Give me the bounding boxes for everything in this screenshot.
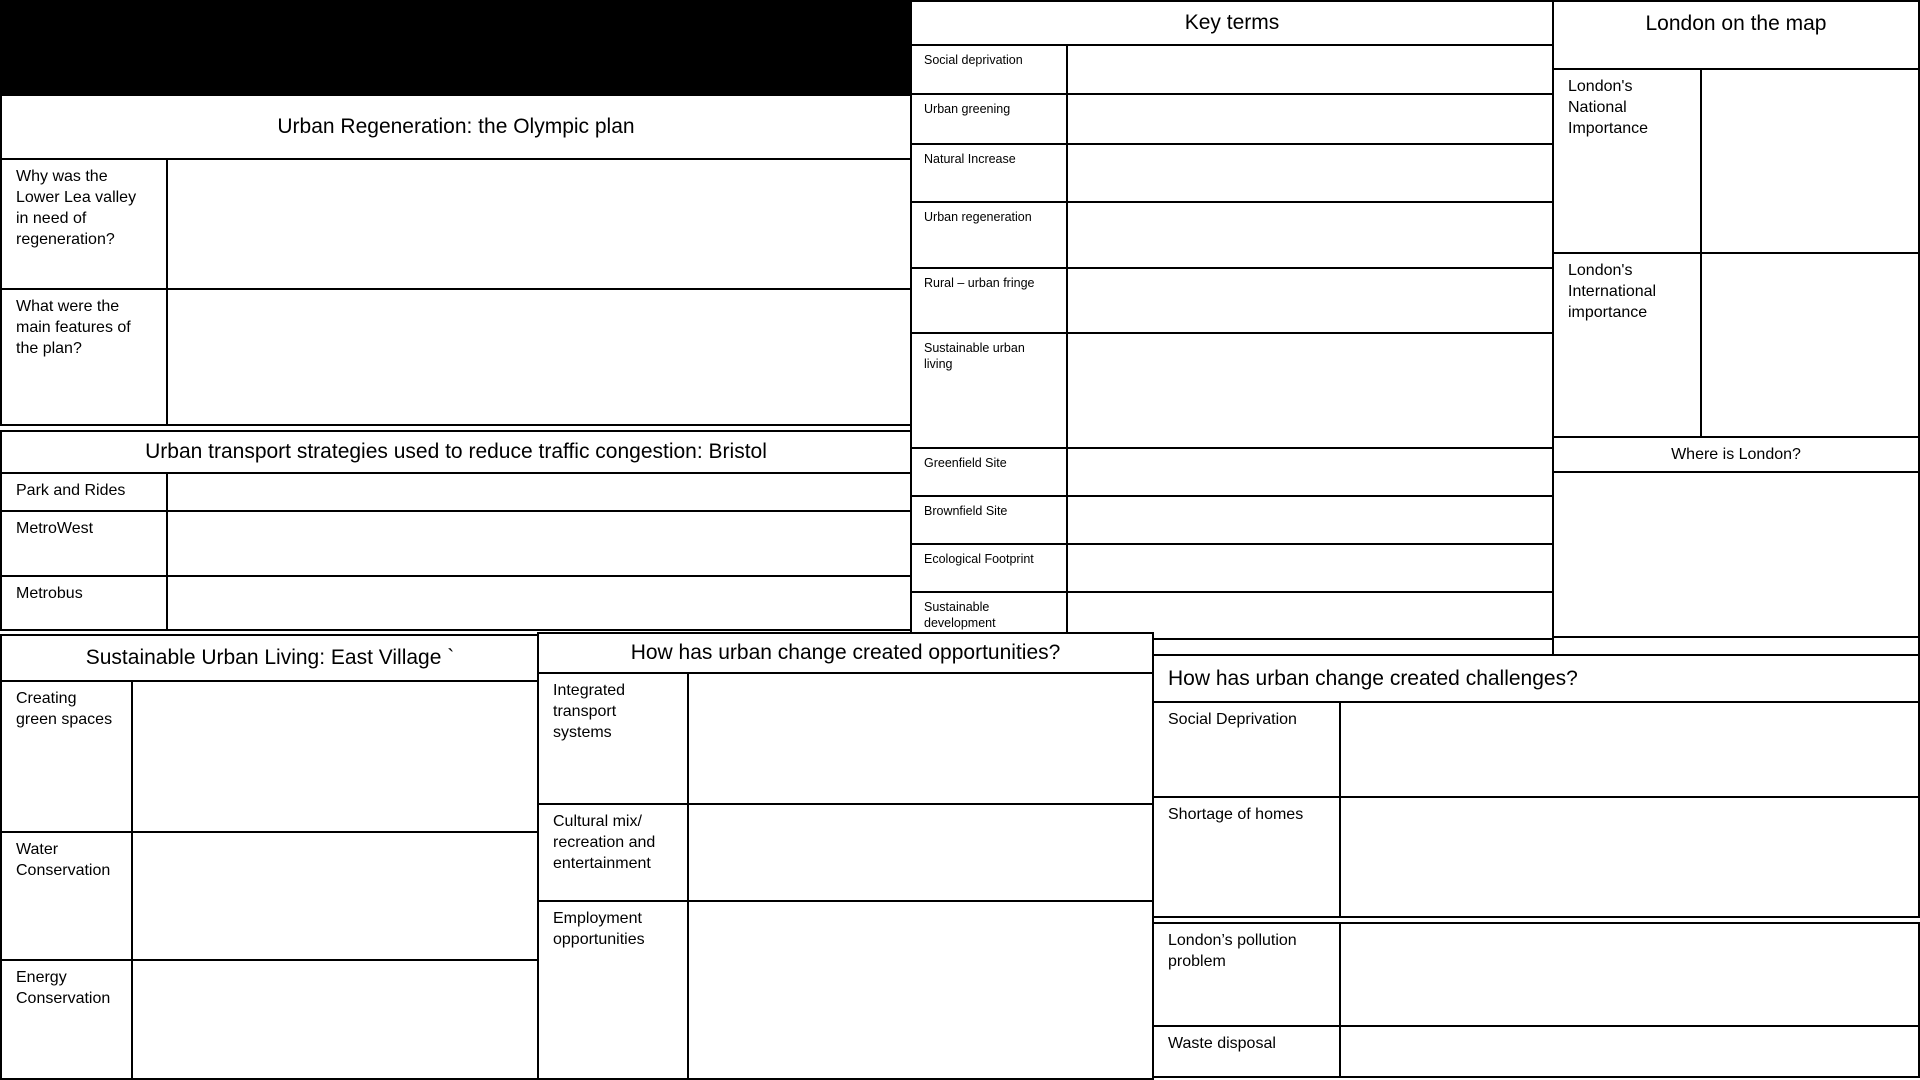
- opportunities-answer-transport[interactable]: [687, 672, 1154, 805]
- key-term-rural-urban-fringe: Rural – urban fringe: [910, 267, 1068, 334]
- challenges-answer-waste-disposal[interactable]: [1339, 1025, 1920, 1078]
- bristol-title: Urban transport strategies used to reduce traffic congestion: Bristol: [0, 430, 912, 474]
- bristol-answer-metrobus[interactable]: [166, 575, 912, 631]
- key-term-greenfield-site: Greenfield Site: [910, 447, 1068, 497]
- key-term-brownfield-site: Brownfield Site: [910, 495, 1068, 545]
- key-term-definition[interactable]: [1066, 495, 1554, 545]
- opportunities-label-transport: Integrated transport systems: [537, 672, 689, 805]
- challenges-answer-pollution[interactable]: [1339, 922, 1920, 1027]
- bristol-label-park-and-rides: Park and Rides: [0, 472, 168, 512]
- opportunities-answer-cultural-mix[interactable]: [687, 803, 1154, 902]
- key-term-sustainable-urban-living: Sustainable urban living: [910, 332, 1068, 449]
- challenges-label-pollution: London’s pollution problem: [1152, 922, 1341, 1027]
- where-is-london-title: Where is London?: [1552, 436, 1920, 473]
- challenges-title: How has urban change created challenges?: [1152, 654, 1920, 703]
- key-term-definition[interactable]: [1066, 447, 1554, 497]
- challenges-answer-social-deprivation[interactable]: [1339, 701, 1920, 798]
- key-term-definition[interactable]: [1066, 143, 1554, 203]
- london-answer-national[interactable]: [1700, 68, 1920, 254]
- olympic-title: Urban Regeneration: the Olympic plan: [0, 94, 912, 160]
- east-village-answer-energy[interactable]: [131, 959, 540, 1080]
- london-label-international: London's International importance: [1552, 252, 1702, 438]
- bristol-answer-metrowest[interactable]: [166, 510, 912, 577]
- key-term-ecological-footprint: Ecological Footprint: [910, 543, 1068, 593]
- bristol-label-metrobus: Metrobus: [0, 575, 168, 631]
- olympic-answer-regeneration[interactable]: [166, 158, 912, 290]
- key-term-definition[interactable]: [1066, 267, 1554, 334]
- where-is-london-map-area[interactable]: [1552, 471, 1920, 638]
- key-term-sustainable-development: Sustainable development: [910, 591, 1068, 640]
- key-terms-table: [910, 44, 1554, 640]
- east-village-answer-green-spaces[interactable]: [131, 680, 540, 833]
- london-answer-international[interactable]: [1700, 252, 1920, 438]
- london-label-national: London's National Importance: [1552, 68, 1702, 254]
- east-village-title: Sustainable Urban Living: East Village `: [0, 634, 540, 682]
- key-term-definition[interactable]: [1066, 201, 1554, 269]
- challenges-label-waste-disposal: Waste disposal: [1152, 1025, 1341, 1078]
- olympic-label-features: What were the main features of the plan?: [0, 288, 168, 426]
- key-term-urban-regeneration: Urban regeneration: [910, 201, 1068, 269]
- opportunities-answer-employment[interactable]: [687, 900, 1154, 1080]
- key-term-definition[interactable]: [1066, 332, 1554, 449]
- opportunities-title: How has urban change created opportunities?: [537, 632, 1154, 674]
- east-village-answer-water[interactable]: [131, 831, 540, 961]
- challenges-answer-shortage-of-homes[interactable]: [1339, 796, 1920, 918]
- bristol-answer-park-and-rides[interactable]: [166, 472, 912, 512]
- east-village-label-green-spaces: Creating green spaces: [0, 680, 133, 833]
- london-map-title: London on the map: [1552, 0, 1920, 70]
- east-village-label-water: Water Conservation: [0, 831, 133, 961]
- key-terms-title: Key terms: [910, 0, 1554, 46]
- challenges-label-social-deprivation: Social Deprivation: [1152, 701, 1341, 798]
- key-term-natural-increase: Natural Increase: [910, 143, 1068, 203]
- opportunities-label-employment: Employment opportunities: [537, 900, 689, 1080]
- challenges-label-shortage-of-homes: Shortage of homes: [1152, 796, 1341, 918]
- key-term-definition[interactable]: [1066, 93, 1554, 145]
- olympic-answer-features[interactable]: [166, 288, 912, 426]
- key-term-definition[interactable]: [1066, 543, 1554, 593]
- key-term-urban-greening: Urban greening: [910, 93, 1068, 145]
- opportunities-label-cultural-mix: Cultural mix/ recreation and entertainment: [537, 803, 689, 902]
- olympic-label-regeneration: Why was the Lower Lea valley in need of regeneration?: [0, 158, 168, 290]
- key-term-definition[interactable]: [1066, 44, 1554, 95]
- header-black-bar: [0, 0, 910, 94]
- bristol-label-metrowest: MetroWest: [0, 510, 168, 577]
- key-term-social-deprivation: Social deprivation: [910, 44, 1068, 95]
- where-is-london-footer: [1552, 636, 1920, 656]
- east-village-label-energy: Energy Conservation: [0, 959, 133, 1080]
